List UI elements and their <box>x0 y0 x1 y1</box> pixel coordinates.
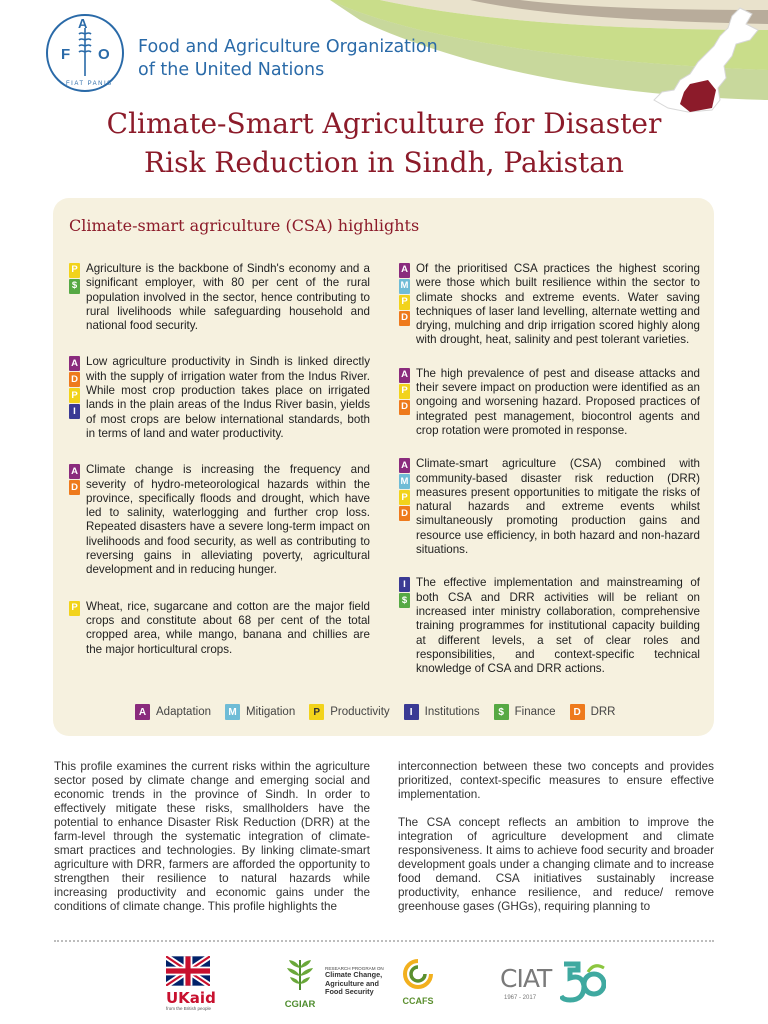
mitigation-badge-icon: M <box>225 704 240 720</box>
ccafs-swirl-icon <box>402 958 434 990</box>
highlight-text: The effective implementation and mainstreaming of both CSA and DRR activities will be reliant on increased inter ministry collaboration, comprehensive training programmes for institutional capacity building at different levels, a set of clear roles and responsibilities, and context-specific technical knowledge of CSA and DRR actions. <box>416 576 700 676</box>
ccafs-wordmark: CCAFS <box>402 996 434 1006</box>
adaptation-badge-icon: A <box>399 368 410 383</box>
badge-group <box>399 367 410 438</box>
highlight-item <box>399 367 700 438</box>
research-program-label <box>325 966 395 997</box>
productivity-badge-icon: P <box>69 263 80 278</box>
legend-label: DRR <box>590 706 616 718</box>
finance-badge-icon: $ <box>69 279 80 294</box>
legend-item-mitigation <box>225 704 295 720</box>
program-line: Agriculture and <box>325 978 379 988</box>
highlight-item <box>69 262 370 333</box>
drr-badge-icon: D <box>399 400 410 415</box>
productivity-badge-icon: P <box>309 704 324 720</box>
org-name-line1: Food and Agriculture Organization <box>138 37 438 57</box>
productivity-badge-icon: P <box>399 295 410 310</box>
highlight-text: Wheat, rice, sugarcane and cotton are the major field crops and constitute about 68 per cent of the total cropped area, while mango, banana and chillies are the major horticultural crops. <box>86 599 370 656</box>
organization-name <box>138 36 438 82</box>
badge-group <box>69 463 80 577</box>
legend-item-productivity <box>309 704 389 720</box>
highlight-item <box>399 576 700 676</box>
adaptation-badge-icon: A <box>69 356 80 371</box>
highlights-right-column <box>399 262 700 676</box>
drr-badge-icon: D <box>399 311 410 326</box>
body-left-column <box>54 760 370 928</box>
productivity-badge-icon: P <box>69 388 80 403</box>
title-line2: Risk Reduction in Sindh, Pakistan <box>144 146 624 179</box>
program-caption: RESEARCH PROGRAM ON <box>325 966 384 971</box>
adaptation-badge-icon: A <box>399 263 410 278</box>
svg-text:O: O <box>98 46 110 63</box>
adaptation-badge-icon: A <box>69 464 80 479</box>
badge-group <box>69 600 80 657</box>
ukaid-wordmark: UKaid <box>166 989 216 1007</box>
finance-badge-icon: $ <box>494 704 509 720</box>
ukaid-logo <box>166 956 216 1011</box>
ciat-years: 1967 - 2017 <box>504 995 537 1001</box>
highlight-item <box>399 262 700 348</box>
badge-group <box>399 457 410 557</box>
institutions-badge-icon: I <box>69 404 80 419</box>
legend-item-adaptation <box>135 704 211 720</box>
cgiar-leaf-icon <box>285 958 315 992</box>
highlights-panel <box>53 198 714 736</box>
cgiar-logo <box>278 958 322 1010</box>
highlight-text: Of the prioritised CSA practices the highest scoring were those which built resilience within the sector to climate shocks and extreme events. Water saving techniques of laser land levelling, alternate wetting and drying, mulching and drip irrigation scored highly along with drought, heat, salinity and pest tolerant varieties. <box>416 262 700 347</box>
page-title <box>0 104 768 182</box>
highlight-text: Low agriculture productivity in Sindh is linked directly with the supply of irrigation water from the Indus River. While most crop production takes place on irrigated lands in the plain areas of the Indus River basin, yields of most crops are below international standards, both in terms of land and water productivity. <box>86 355 370 440</box>
svg-text:F: F <box>61 46 71 63</box>
highlight-item <box>69 463 370 577</box>
institutions-badge-icon: I <box>404 704 419 720</box>
body-right-column <box>398 760 714 928</box>
productivity-badge-icon: P <box>399 490 410 505</box>
legend-label: Adaptation <box>156 706 211 718</box>
adaptation-badge-icon: A <box>135 704 150 720</box>
program-line: Climate Change, <box>325 970 383 979</box>
legend-item-drr <box>570 704 616 720</box>
highlight-item <box>69 600 370 657</box>
union-flag-icon <box>166 956 210 986</box>
highlight-text: Agriculture is the backbone of Sindh's economy and a significant employer, with 80 per cent of the rural population involved in the sector, hence contributing to rural livelihoods while safeguarding household and national food security. <box>86 262 370 333</box>
ccafs-logo <box>396 958 440 1006</box>
highlight-text: Climate-smart agriculture (CSA) combined with community-based disaster risk reduction (DRR) measures present opportunities to mitigate the risks of natural hazards and extreme events whilst simultaneously promoting production gains and resource use efficiency, in both hazard and non-hazard situations. <box>416 457 700 557</box>
ciat-wordmark: CIAT <box>500 964 552 993</box>
footer-divider <box>54 940 714 942</box>
highlight-text: Climate change is increasing the frequency and severity of hydro-meteorological hazards within the province, specifically floods and drought, which have led to salinity, waterlogging and further crop loss. Repeated disasters have a severe long-term impact on livelihoods and food security, as well as contributing to reversing gains in alleviating poverty, agricultural development and in reducing hunger. <box>86 463 370 577</box>
legend-label: Mitigation <box>246 706 296 718</box>
legend-item-finance <box>494 704 556 720</box>
ciat-50-logo <box>500 958 610 1018</box>
body-paragraph: interconnection between these two concepts and provides prioritized, context-specific measures to ensure effective implementation. <box>398 760 714 801</box>
org-name-line2: of the United Nations <box>138 60 325 80</box>
highlight-text: The high prevalence of pest and disease attacks and their severe impact on production were identified as an ongoing and worsening hazard. Proposed practices of integrated pest management, biocontrol agents and crop rotation were promoted in response. <box>416 366 700 437</box>
body-paragraph: The CSA concept reflects an ambition to improve the integration of agriculture development and climate responsiveness. It aims to achieve food security and broader development goals under a changing climate and to increase food demand. CSA initiatives sustainably increase productivity, enhance resilience, and reduce/ remove greenhouse gases (GHGs), requiring planning to <box>398 816 714 913</box>
body-paragraph: This profile examines the current risks within the agriculture sector posed by climate change and emerging social and economic trends in the province of Sindh. In order to effectively mitigate these risks, smallholders have the potential to enhance Disaster Risk Reduction (DRR) at the farm-level through the systematic integration of climate-smart practices and technologies. By linking climate-smart agriculture with DRR, farmers are afforded the opportunity to strengthen their resilience to natural hazards while increasing productivity and economic gains under the conditions of climate change. This profile highlights the <box>54 760 370 913</box>
drr-badge-icon: D <box>399 506 410 521</box>
productivity-badge-icon: P <box>69 601 80 616</box>
adaptation-badge-icon: A <box>399 458 410 473</box>
highlight-item <box>69 355 370 441</box>
highlights-left-column <box>69 262 370 657</box>
finance-badge-icon: $ <box>399 593 410 608</box>
highlights-heading: Climate-smart agriculture (CSA) highlights <box>69 216 420 235</box>
title-line1: Climate-Smart Agriculture for Disaster <box>106 107 662 140</box>
legend-label: Institutions <box>424 706 480 718</box>
productivity-badge-icon: P <box>399 384 410 399</box>
drr-badge-icon: D <box>69 372 80 387</box>
badge-group <box>69 262 80 333</box>
legend-label: Productivity <box>330 706 390 718</box>
legend-label: Finance <box>514 706 556 718</box>
svg-text:A: A <box>78 16 88 31</box>
badge-group <box>69 355 80 441</box>
cgiar-wordmark: CGIAR <box>284 999 316 1010</box>
institutions-badge-icon: I <box>399 577 410 592</box>
mitigation-badge-icon: M <box>399 279 410 294</box>
program-line: Food Security <box>325 987 374 997</box>
mitigation-badge-icon: M <box>399 474 410 489</box>
ukaid-tagline: from the British people <box>166 1006 212 1011</box>
fao-logo <box>44 12 126 94</box>
ciat-50-emblem-icon <box>560 958 606 1008</box>
drr-badge-icon: D <box>69 480 80 495</box>
badge-group <box>399 576 410 676</box>
badge-legend <box>135 704 615 720</box>
highlight-item <box>399 457 700 557</box>
svg-text:FIAT PANIS: FIAT PANIS <box>66 81 113 87</box>
legend-item-institutions <box>404 704 480 720</box>
badge-group <box>399 262 410 348</box>
drr-badge-icon: D <box>570 704 585 720</box>
